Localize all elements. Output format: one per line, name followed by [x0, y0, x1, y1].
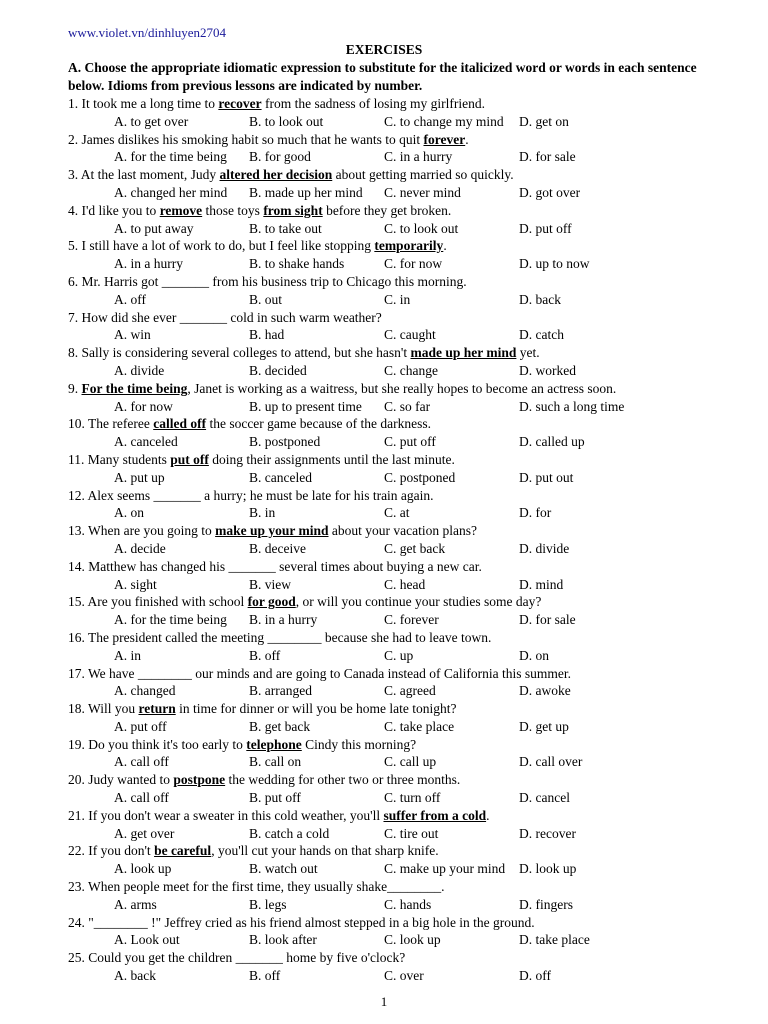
- stem-text: , or will you continue your studies some day?: [295, 594, 542, 610]
- option-b: B. to take out: [249, 220, 322, 236]
- stem-text: , you'll cut your hands on that sharp knife.: [211, 843, 439, 859]
- option-d: D. get up: [519, 718, 569, 734]
- option-d: D. for sale: [519, 612, 576, 628]
- option-c: C. make up your mind: [384, 861, 506, 877]
- stem-text: about your vacation plans?: [328, 523, 477, 539]
- answer-options: [68, 504, 748, 522]
- option-b: B. legs: [249, 896, 287, 912]
- stem-text: 9.: [68, 380, 82, 396]
- stem-text: 25. Could you get the children _______ home by five o'clock?: [68, 950, 406, 966]
- question-item: [68, 807, 748, 843]
- option-c: C. to look out: [384, 220, 459, 236]
- option-c: C. over: [384, 968, 424, 984]
- option-a: A. on: [114, 505, 144, 521]
- option-a: A. in: [114, 647, 141, 663]
- option-d: D. up to now: [519, 256, 590, 272]
- page-title: EXERCISES: [345, 42, 423, 57]
- option-a: A. for the time being: [114, 612, 227, 628]
- answer-options: [68, 967, 748, 985]
- option-a: A. decide: [114, 540, 166, 556]
- answer-options: [68, 326, 748, 344]
- stem-text: 1. It took me a long time to: [68, 96, 219, 111]
- option-d: D. worked: [519, 362, 576, 378]
- target-expression: telephone: [246, 736, 302, 752]
- option-b: B. out: [249, 291, 283, 307]
- stem-text: from the sadness of losing my girlfriend.: [261, 96, 486, 111]
- answer-options: [68, 896, 748, 914]
- target-expression: called off: [153, 416, 207, 432]
- question-item: [68, 202, 748, 238]
- question-item: [68, 878, 748, 914]
- question-item: [68, 558, 748, 594]
- stem-text: 7. How did she ever _______ cold in such warm weather?: [68, 309, 382, 325]
- stem-text: 14. Matthew has changed his _______ several times about buying a new car.: [68, 558, 482, 574]
- option-d: D. divide: [519, 540, 570, 556]
- question-item: [68, 842, 748, 878]
- option-a: A. in a hurry: [114, 256, 183, 272]
- stem-text: 20. Judy wanted to: [68, 772, 174, 788]
- option-b: B. deceive: [249, 540, 306, 556]
- option-c: C. change: [384, 362, 438, 378]
- question-item: [68, 273, 748, 309]
- option-a: A. put up: [114, 469, 165, 485]
- instructions: A. Choose the appropriate idiomatic expression to substitute for the italicized word or words in each sentence below. Idioms from previous lessons are indicated by number.: [68, 60, 697, 93]
- question-item: [68, 95, 748, 131]
- question-stem: [68, 451, 748, 469]
- question-stem: [68, 309, 748, 327]
- question-stem: [68, 344, 748, 362]
- answer-options: [68, 220, 748, 238]
- question-item: [68, 665, 748, 701]
- option-b: B. canceled: [249, 469, 312, 485]
- stem-text: 13. When are you going to: [68, 523, 216, 539]
- option-a: A. off: [114, 291, 146, 307]
- option-a: A. call off: [114, 790, 169, 806]
- stem-text: Cindy this morning?: [301, 736, 417, 752]
- option-b: B. up to present time: [249, 398, 362, 414]
- option-d: D. on: [519, 647, 549, 663]
- stem-text: the soccer game because of the darkness.: [206, 416, 431, 432]
- option-d: D. off: [519, 968, 551, 984]
- option-a: A. put off: [114, 718, 167, 734]
- answer-options: [68, 718, 748, 736]
- question-list: [68, 95, 748, 985]
- question-item: [68, 166, 748, 202]
- question-stem: [68, 842, 748, 860]
- answer-options: [68, 148, 748, 166]
- answer-options: [68, 860, 748, 878]
- question-item: [68, 593, 748, 629]
- option-d: D. called up: [519, 434, 585, 450]
- answer-options: [68, 362, 748, 380]
- stem-text: 12. Alex seems _______ a hurry; he must be late for his train again.: [68, 487, 434, 503]
- option-d: D. for sale: [519, 149, 576, 165]
- option-d: D. call over: [519, 754, 583, 770]
- question-stem: [68, 237, 748, 255]
- answer-options: [68, 789, 748, 807]
- question-item: [68, 131, 748, 167]
- stem-text: those toys: [202, 202, 264, 218]
- option-c: C. caught: [384, 327, 436, 343]
- question-item: [68, 629, 748, 665]
- question-item: [68, 344, 748, 380]
- answer-options: [68, 753, 748, 771]
- option-b: B. get back: [249, 718, 311, 734]
- option-b: B. look after: [249, 932, 317, 948]
- answer-options: [68, 931, 748, 949]
- question-item: [68, 771, 748, 807]
- question-stem: [68, 665, 748, 683]
- option-b: B. to shake hands: [249, 256, 345, 272]
- option-d: D. look up: [519, 861, 577, 877]
- answer-options: [68, 433, 748, 451]
- stem-text: 6. Mr. Harris got _______ from his business trip to Chicago this morning.: [68, 273, 467, 289]
- option-b: B. in a hurry: [249, 612, 318, 628]
- option-b: B. for good: [249, 149, 311, 165]
- stem-text: 22. If you don't: [68, 843, 155, 859]
- option-a: A. changed: [114, 683, 176, 699]
- stem-text: .: [443, 238, 447, 254]
- option-a: A. Look out: [114, 932, 180, 948]
- stem-text: 16. The president called the meeting ________ because she had to leave town.: [68, 629, 492, 645]
- question-stem: [68, 202, 748, 220]
- question-stem: [68, 629, 748, 647]
- question-stem: [68, 593, 748, 611]
- question-stem: [68, 807, 748, 825]
- option-a: A. divide: [114, 362, 165, 378]
- question-item: [68, 309, 748, 345]
- option-b: B. to look out: [249, 113, 324, 129]
- target-expression: return: [138, 701, 176, 717]
- stem-text: 17. We have ________ our minds and are going to Canada instead of California this summer.: [68, 665, 571, 681]
- answer-options: [68, 113, 748, 131]
- option-c: C. hands: [384, 896, 432, 912]
- stem-text: .: [486, 807, 490, 823]
- option-b: B. put off: [249, 790, 301, 806]
- option-c: C. get back: [384, 540, 446, 556]
- question-item: [68, 415, 748, 451]
- stem-text: 4. I'd like you to: [68, 202, 160, 218]
- question-item: [68, 700, 748, 736]
- option-b: B. off: [249, 968, 281, 984]
- option-c: C. put off: [384, 434, 436, 450]
- question-stem: [68, 131, 748, 149]
- stem-text: 11. Many students: [68, 451, 171, 467]
- question-stem: [68, 95, 748, 113]
- question-stem: [68, 522, 748, 540]
- question-item: [68, 451, 748, 487]
- option-b: B. decided: [249, 362, 307, 378]
- stem-text: in time for dinner or will you be home late tonight?: [175, 701, 457, 717]
- question-stem: [68, 736, 748, 754]
- target-expression: put off: [170, 451, 209, 467]
- stem-text: .: [465, 131, 469, 147]
- question-stem: [68, 949, 748, 967]
- option-a: A. for now: [114, 398, 173, 414]
- option-c: C. forever: [384, 612, 439, 628]
- option-c: C. in a hurry: [384, 149, 453, 165]
- stem-text: 23. When people meet for the first time, they usually shake________.: [68, 879, 445, 895]
- option-c: C. agreed: [384, 683, 436, 699]
- answer-options: [68, 255, 748, 273]
- answer-options: [68, 682, 748, 700]
- option-c: C. look up: [384, 932, 441, 948]
- option-b: B. had: [249, 327, 285, 343]
- question-item: [68, 914, 748, 950]
- option-a: A. for the time being: [114, 149, 227, 165]
- option-a: A. call off: [114, 754, 169, 770]
- stem-text: 2. James dislikes his smoking habit so much that he wants to quit: [68, 131, 424, 147]
- answer-options: [68, 540, 748, 558]
- stem-text: the wedding for other two or three months.: [225, 772, 461, 788]
- stem-text: about getting married so quickly.: [332, 167, 514, 183]
- question-stem: [68, 487, 748, 505]
- option-b: B. view: [249, 576, 291, 592]
- option-d: D. put off: [519, 220, 572, 236]
- stem-text: 5. I still have a lot of work to do, but I feel like stopping: [68, 238, 375, 254]
- target-expression: make up your mind: [215, 523, 329, 539]
- option-d: D. such a long time: [519, 398, 625, 414]
- option-d: D. catch: [519, 327, 564, 343]
- stem-text: 21. If you don't wear a sweater in this cold weather, you'll: [68, 807, 384, 823]
- stem-text: 10. The referee: [68, 416, 154, 432]
- stem-text: 8. Sally is considering several colleges to attend, but she hasn't: [68, 345, 411, 361]
- answer-options: [68, 611, 748, 629]
- question-item: [68, 522, 748, 558]
- question-stem: [68, 380, 748, 398]
- option-c: C. never mind: [384, 184, 461, 200]
- option-d: D. take place: [519, 932, 590, 948]
- option-a: A. to get over: [114, 113, 189, 129]
- answer-options: [68, 576, 748, 594]
- target-expression: postpone: [173, 772, 226, 788]
- option-d: D. for: [519, 505, 552, 521]
- page-number: 1: [380, 994, 388, 1009]
- option-d: D. put out: [519, 469, 574, 485]
- option-b: B. made up her mind: [249, 184, 363, 200]
- option-c: C. so far: [384, 398, 431, 414]
- target-expression: For the time being: [81, 380, 188, 396]
- option-a: A. look up: [114, 861, 172, 877]
- question-stem: [68, 273, 748, 291]
- question-item: [68, 736, 748, 772]
- source-url: www.violet.vn/dinhluyen2704: [68, 25, 227, 40]
- question-stem: [68, 166, 748, 184]
- target-expression: altered her decision: [219, 167, 333, 183]
- option-a: A. get over: [114, 825, 175, 841]
- target-expression: for good: [247, 594, 296, 610]
- stem-text: doing their assignments until the last minute.: [208, 451, 455, 467]
- option-a: A. arms: [114, 896, 157, 912]
- option-b: B. postponed: [249, 434, 321, 450]
- option-a: A. to put away: [114, 220, 194, 236]
- option-c: C. at: [384, 505, 410, 521]
- question-stem: [68, 558, 748, 576]
- question-stem: [68, 771, 748, 789]
- option-a: A. sight: [114, 576, 157, 592]
- question-item: [68, 380, 748, 416]
- stem-text: , Janet is working as a waitress, but she really hopes to become an actress soon.: [187, 380, 617, 396]
- option-c: C. tire out: [384, 825, 439, 841]
- option-b: B. watch out: [249, 861, 318, 877]
- option-b: B. in: [249, 505, 276, 521]
- option-d: D. get on: [519, 113, 569, 129]
- option-a: A. back: [114, 968, 156, 984]
- answer-options: [68, 184, 748, 202]
- option-d: D. recover: [519, 825, 576, 841]
- option-d: D. got over: [519, 184, 581, 200]
- option-b: B. off: [249, 647, 281, 663]
- option-d: D. back: [519, 291, 561, 307]
- target-expression: suffer from a cold: [383, 807, 487, 823]
- option-a: A. canceled: [114, 434, 178, 450]
- target-expression: forever: [423, 131, 466, 147]
- answer-options: [68, 291, 748, 309]
- stem-text: 15. Are you finished with school: [68, 594, 248, 610]
- option-b: B. catch a cold: [249, 825, 330, 841]
- option-c: C. to change my mind: [384, 113, 504, 129]
- stem-text: yet.: [516, 345, 540, 361]
- target-expression: from sight: [263, 202, 323, 218]
- option-d: D. fingers: [519, 896, 573, 912]
- target-expression: temporarily: [374, 238, 444, 254]
- stem-text: 18. Will you: [68, 701, 139, 717]
- option-d: D. awoke: [519, 683, 571, 699]
- option-b: B. call on: [249, 754, 302, 770]
- target-expression: remove: [159, 202, 203, 218]
- stem-text: 19. Do you think it's too early to: [68, 736, 247, 752]
- target-expression: made up her mind: [410, 345, 517, 361]
- stem-text: before they get broken.: [322, 202, 452, 218]
- answer-options: [68, 825, 748, 843]
- target-expression: recover: [218, 96, 262, 111]
- option-d: D. mind: [519, 576, 564, 592]
- option-b: B. arranged: [249, 683, 312, 699]
- target-expression: be careful: [154, 843, 212, 859]
- stem-text: 3. At the last moment, Judy: [68, 167, 220, 183]
- stem-text: 24. "________ !" Jeffrey cried as his friend almost stepped in a big hole in the ground.: [68, 914, 535, 930]
- question-stem: [68, 415, 748, 433]
- question-stem: [68, 914, 748, 932]
- question-item: [68, 949, 748, 985]
- option-c: C. for now: [384, 256, 443, 272]
- option-c: C. take place: [384, 718, 455, 734]
- option-c: C. turn off: [384, 790, 441, 806]
- question-item: [68, 487, 748, 523]
- question-stem: [68, 878, 748, 896]
- option-c: C. call up: [384, 754, 437, 770]
- answer-options: [68, 647, 748, 665]
- option-a: A. win: [114, 327, 151, 343]
- answer-options: [68, 469, 748, 487]
- option-c: C. in: [384, 291, 411, 307]
- answer-options: [68, 398, 748, 416]
- option-d: D. cancel: [519, 790, 570, 806]
- question-item: [68, 237, 748, 273]
- option-c: C. up: [384, 647, 414, 663]
- question-stem: [68, 700, 748, 718]
- option-a: A. changed her mind: [114, 184, 228, 200]
- option-c: C. head: [384, 576, 426, 592]
- option-c: C. postponed: [384, 469, 456, 485]
